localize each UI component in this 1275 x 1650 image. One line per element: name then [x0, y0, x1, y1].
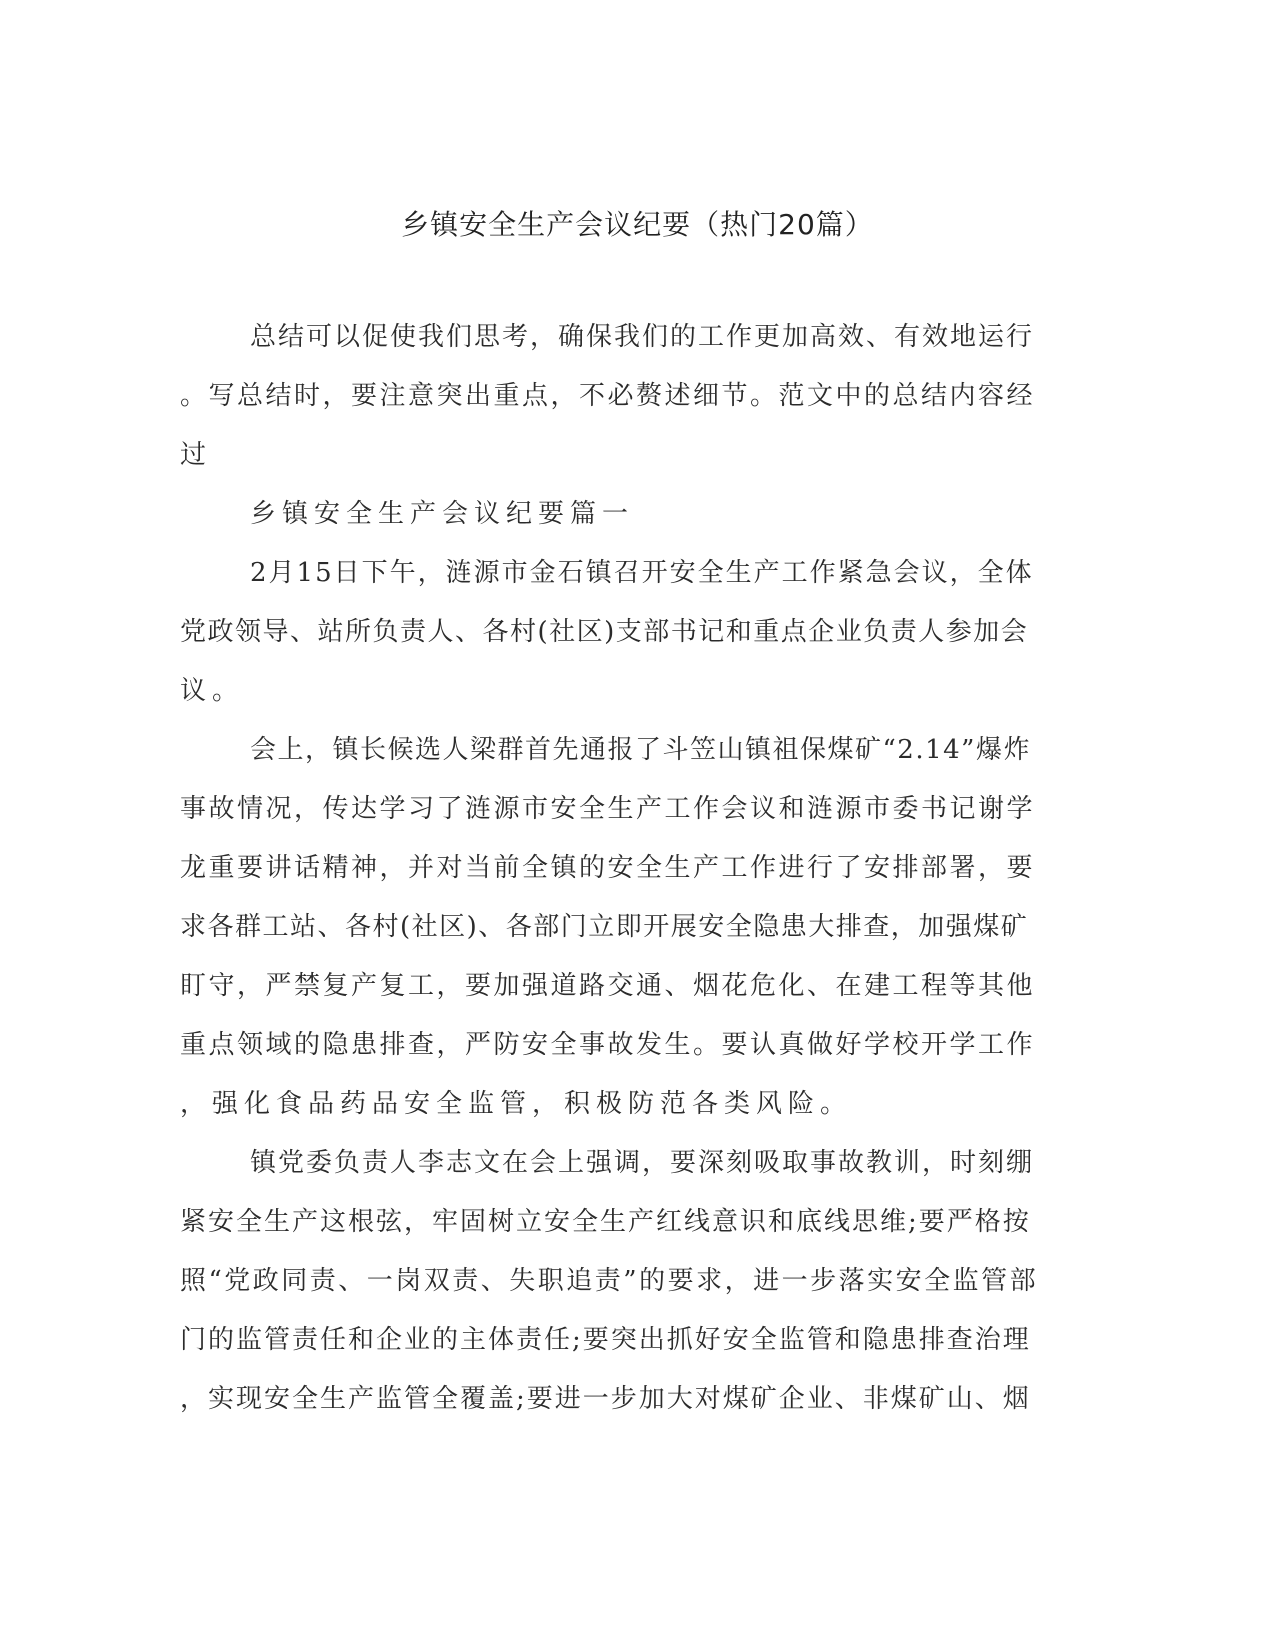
- paragraph-line: [250, 317, 1034, 357]
- line-text: 过: [180, 440, 213, 470]
- line-text: 紧安全生产这根弦，牢固树立安全生产红线意识和底线思维;要严格按: [180, 1207, 1031, 1237]
- paragraph-line: [180, 907, 1028, 947]
- line-text: 盯守，严禁复产复工，要加强道路交通、烟花危化、在建工程等其他: [180, 971, 1036, 1001]
- line-text: 门的监管责任和企业的主体责任;要突出抓好安全监管和隐患排查治理: [180, 1325, 1031, 1355]
- line-text: 2月15日下午，涟源市金石镇召开安全生产工作紧急会议，全体: [250, 558, 1034, 588]
- line-text: 党政领导、站所负责人、各村(社区)支部书记和重点企业负责人参加会: [180, 617, 1029, 647]
- line-text: 议。: [180, 676, 245, 706]
- line-text: 求各群工站、各村(社区)、各部门立即开展安全隐患大排查，加强煤矿: [180, 912, 1029, 942]
- line-text: 总结可以促使我们思考，确保我们的工作更加高效、有效地运行: [250, 322, 1035, 352]
- paragraph-line: [180, 1320, 1031, 1360]
- paragraph-line: [180, 1379, 1031, 1419]
- line-text: 照“党政同责、一岗双责、失职追责”的要求，进一步落实安全监管部: [180, 1266, 1039, 1296]
- line-text: 龙重要讲话精神，并对当前全镇的安全生产工作进行了安排部署，要: [180, 853, 1036, 883]
- paragraph-line: [250, 553, 1034, 593]
- line-text: ，实现安全生产监管全覆盖;要进一步加大对煤矿企业、非煤矿山、烟: [180, 1384, 1031, 1414]
- paragraph-line: [180, 1202, 1031, 1242]
- paragraph-line: [180, 612, 1028, 652]
- paragraph-line: [180, 1261, 1038, 1301]
- line-text: 镇党委负责人李志文在会上强调，要深刻吸取事故教训，时刻绷: [250, 1148, 1035, 1178]
- paragraph-line: [180, 966, 1035, 1006]
- paragraph-line: [250, 1143, 1034, 1183]
- paragraph-line: [180, 848, 1035, 888]
- line-text: 事故情况，传达学习了涟源市安全生产工作会议和涟源市委书记谢学: [180, 794, 1036, 824]
- paragraph-line: [180, 1025, 1035, 1065]
- paragraph-line: [180, 671, 244, 711]
- section-heading: [250, 494, 634, 534]
- paragraph-line: [180, 376, 1035, 416]
- paragraph-line: [180, 435, 212, 475]
- paragraph-line: [180, 1084, 852, 1124]
- line-text: 会上，镇长候选人梁群首先通报了斗笠山镇祖保煤矿“2.14”爆炸: [250, 735, 1031, 765]
- line-text: 。写总结时，要注意突出重点，不必赘述细节。范文中的总结内容经: [180, 381, 1036, 411]
- page-title: 乡镇安全生产会议纪要（热门20篇）: [401, 208, 874, 241]
- paragraph-line: [250, 730, 1031, 770]
- line-text: 乡镇安全生产会议纪要篇一: [250, 499, 635, 529]
- line-text: 重点领域的隐患排查，严防安全事故发生。要认真做好学校开学工作: [180, 1030, 1036, 1060]
- line-text: ，强化食品药品安全监管，积极防范各类风险。: [180, 1089, 853, 1119]
- paragraph-line: [180, 789, 1035, 829]
